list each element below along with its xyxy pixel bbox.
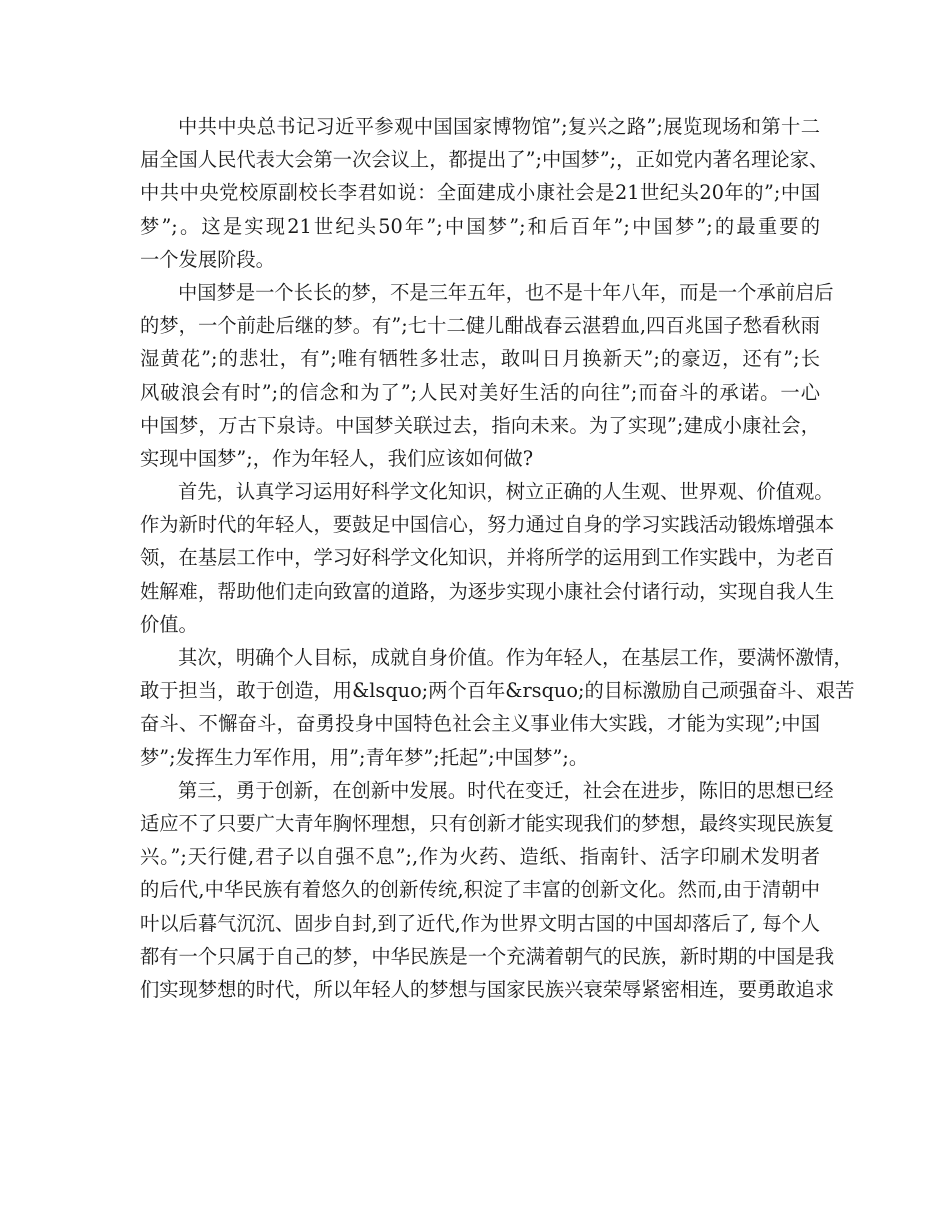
text-line: 届全国人民代表大会第一次会议上，都提出了”;中国梦”;，正如党内著名理论家、 <box>140 148 829 172</box>
text-line: 湿黄花”;的悲壮，有”;唯有牺牲多壮志，敢叫日月换新天”;的豪迈，还有”;长 <box>140 347 820 371</box>
text-line: 实现中国梦”;，作为年轻人，我们应该如何做? <box>140 446 534 470</box>
text-line: 都有一个只属于自己的梦，中华民族是一个充满着朝气的民族，新时期的中国是我 <box>140 944 835 968</box>
text-line: 们实现梦想的时代，所以年轻人的梦想与国家民族兴衰荣辱紧密相连，要勇敢追求 <box>140 977 835 1001</box>
paragraph-1 <box>140 110 829 276</box>
paragraph-2 <box>140 276 834 475</box>
text-line: 的后代,中华民族有着悠久的创新传统,积淀了丰富的创新文化。然而,由于清朝中 <box>140 878 820 902</box>
paragraph-5 <box>140 774 835 1006</box>
text-line: 中国梦是一个长长的梦，不是三年五年，也不是十年八年，而是一个承前启后 <box>178 280 834 304</box>
text-line: 一个发展阶段。 <box>140 247 275 271</box>
text-line: 中国梦，万古下泉诗。中国梦关联过去，指向未来。为了实现”;建成小康社会， <box>140 413 820 437</box>
text-line: 首先，认真学习运用好科学文化知识，树立正确的人生观、世界观、价值观。 <box>178 480 834 504</box>
paragraph-3 <box>140 475 835 641</box>
document-body <box>140 110 855 1006</box>
text-line: 奋斗、不懈奋斗，奋勇投身中国特色社会主义事业伟大实践，才能为实现”;中国 <box>140 712 820 736</box>
text-line: 适应不了只要广大青年胸怀理想，只有创新才能实现我们的梦想，最终实现民族复 <box>140 811 835 835</box>
text-line: 风破浪会有时”;的信念和为了”;人民对美好生活的向往”;而奋斗的承诺。一心 <box>140 380 820 404</box>
paragraph-4 <box>140 641 855 774</box>
text-line: 领，在基层工作中，学习好科学文化知识，并将所学的运用到工作实践中，为老百 <box>140 546 835 570</box>
text-line: 叶以后暮气沉沉、固步自封,到了近代,作为世界文明古国的中国却落后了, 每个人 <box>140 911 821 935</box>
text-line: 梦”;。这是实现21世纪头50年”;中国梦”;和后百年”;中国梦”;的最重要的 <box>140 214 820 238</box>
text-line: 其次，明确个人目标，成就自身价值。作为年轻人，在基层工作，要满怀激情， <box>178 646 853 669</box>
text-line: 敢于担当，敢于创造，用&lsquo;两个百年&rsquo;的目标激励自己顽强奋斗、艰苦 <box>140 679 855 703</box>
text-line: 作为新时代的年轻人，要鼓足中国信心，努力通过自身的学习实践活动锻炼增强本 <box>140 513 835 537</box>
text-line: 中共中央总书记习近平参观中国国家博物馆”;复兴之路”;展览现场和第十二 <box>178 115 820 138</box>
text-line: 价值。 <box>140 612 198 636</box>
text-line: 的梦，一个前赴后继的梦。有”;七十二健儿酣战春云湛碧血,四百兆国子愁看秋雨 <box>140 314 820 338</box>
text-line: 第三，勇于创新，在创新中发展。时代在变迁，社会在进步，陈旧的思想已经 <box>178 778 834 802</box>
text-line: 兴。”;天行健,君子以自强不息”;,作为火药、造纸、指南针、活字印刷术发明者 <box>140 845 820 869</box>
text-line: 姓解难，帮助他们走向致富的道路，为逐步实现小康社会付诸行动，实现自我人生 <box>140 579 835 603</box>
text-line: 梦”;发挥生力军作用，用”;青年梦”;托起”;中国梦”;。 <box>140 745 589 769</box>
text-line: 中共中央党校原副校长李君如说：全面建成小康社会是21世纪头20年的”;中国 <box>140 181 820 205</box>
